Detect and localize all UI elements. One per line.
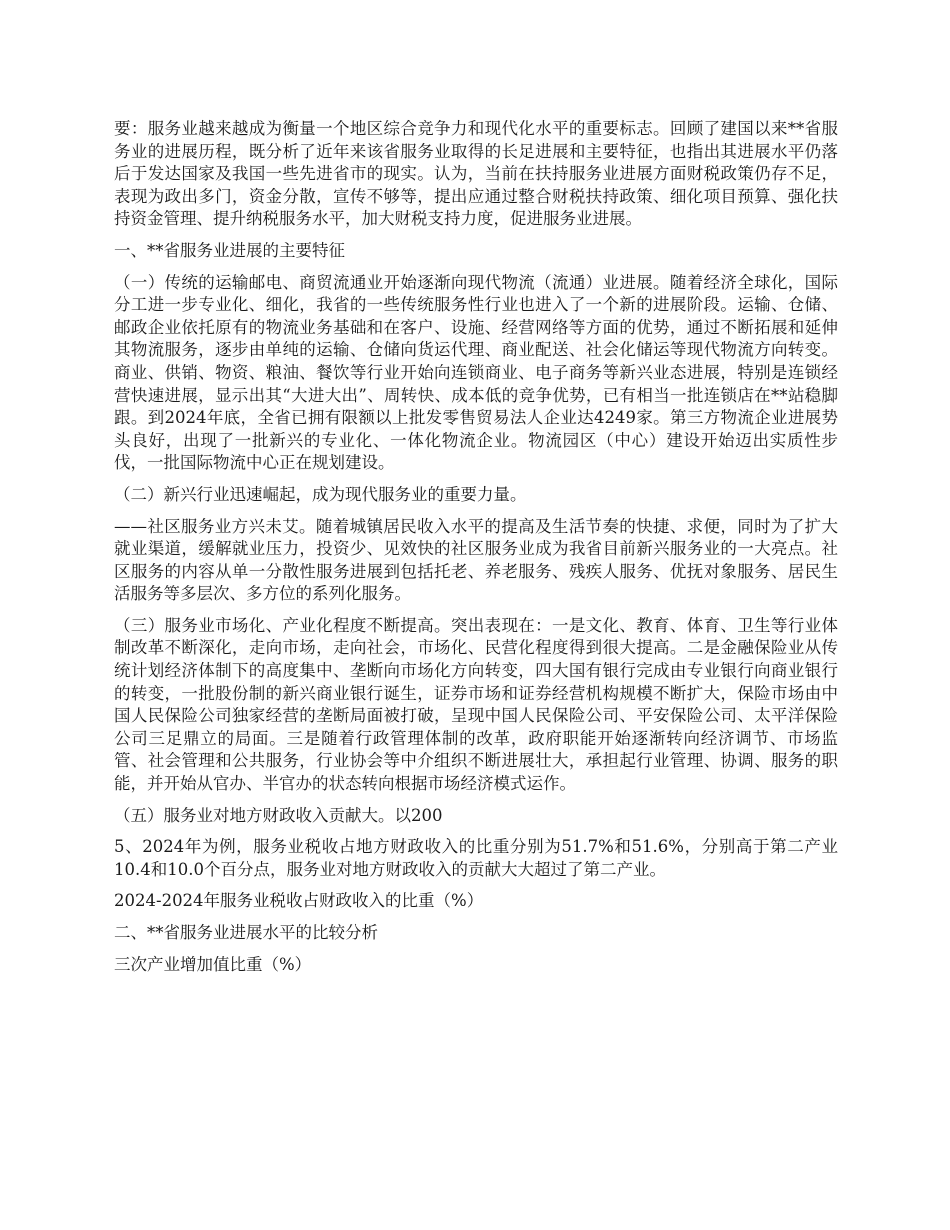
body-paragraph: ——社区服务业方兴未艾。随着城镇居民收入水平的提高及生活节奏的快捷、求便，同时为了扩大就业渠道，缓解就业压力，投资少、见效快的社区服务业成为我省目前新兴服务业的一大亮点。社区服务的内容从单一分散性服务进展到包括托老、养老服务、残疾人服务、优抚对象服务、居民生活服务等多层次、多方位的系列化服务。	[114, 516, 838, 604]
body-paragraph: 5、2024年为例，服务业税收占地方财政收入的比重分别为51.7%和51.6%，分别高于第二产业10.4和10.0个百分点，服务业对地方财政收入的贡献大大超过了第二产业。	[114, 837, 838, 879]
section-heading: 二、**省服务业进展水平的比较分析	[114, 923, 378, 942]
table-caption: 三次产业增加值比重（%）	[114, 954, 312, 974]
section-heading: 一、**省服务业进展的主要特征	[114, 240, 345, 260]
abstract-paragraph: 要：服务业越来越成为衡量一个地区综合竞争力和现代化水平的重要标志。回顾了建国以来**省服务业的进展历程，既分析了近年来该省服务业取得的长足进展和主要特征，也指出其进展水平仍落后于发达国家及我国一些先进省市的现实。认为，当前在扶持服务业进展方面财税政策仍存不足，表现为政出多门，资金分散，宣传不够等，提出应通过整合财税扶持政策、细化项目预算、强化扶持资金管理、提升纳税服务水平，加大财税支持力度，促进服务业进展。	[114, 119, 838, 229]
body-paragraph: （一）传统的运输邮电、商贸流通业开始逐渐向现代物流（流通）业进展。随着经济全球化，国际分工进一步专业化、细化，我省的一些传统服务性行业也进入了一个新的进展阶段。运输、仓储、邮政企业依托原有的物流业务基础和在客户、设施、经营网络等方面的优势，通过不断拓展和延伸其物流服务，逐步由单纯的运输、仓储向货运代理、商业配送、社会化储运等现代物流方向转变。商业、供销、物资、粮油、餐饮等行业开始向连锁商业、电子商务等新兴业态进展，特别是连锁经营快速进展，显示出其“大进大出”、周转快、成本低的竞争优势，已有相当一批连锁店在**站稳脚跟。到2024年底，全省已拥有限额以上批发零售贸易法人企业达4249家。第三方物流企业进展势头良好，出现了一批新兴的专业化、一体化物流企业。物流园区（中心）建设开始迈出实质性步伐，一批国际物流中心正在规划建设。	[114, 272, 838, 473]
document-body	[114, 118, 838, 985]
subsection-heading: （二）新兴行业迅速崛起，成为现代服务业的重要力量。	[114, 484, 527, 504]
body-paragraph: （三）服务业市场化、产业化程度不断提高。突出表现在：一是文化、教育、体育、卫生等行业体制改革不断深化，走向市场，走向社会，市场化、民营化程度得到很大提高。二是金融保险业从传统计划经济体制下的高度集中、垄断向市场化方向转变，四大国有银行完成由专业银行向商业银行的转变，一批股份制的新兴商业银行诞生，证券市场和证券经营机构规模不断扩大，保险市场由中国人民保险公司独家经营的垄断局面被打破，呈现中国人民保险公司、平安保险公司、太平洋保险公司三足鼎立的局面。三是随着行政管理体制的改革，政府职能开始逐渐转向经济调节、市场监管、社会管理和公共服务，行业协会等中介组织不断进展壮大，承担起行业管理、协调、服务的职能，并开始从官办、半官办的状态转向根据市场经济模式运作。	[114, 615, 838, 794]
subsection-heading: （五）服务业对地方财政收入贡献大。以200	[114, 805, 443, 825]
table-caption: 2024-2024年服务业税收占财政收入的比重（%）	[114, 891, 484, 911]
